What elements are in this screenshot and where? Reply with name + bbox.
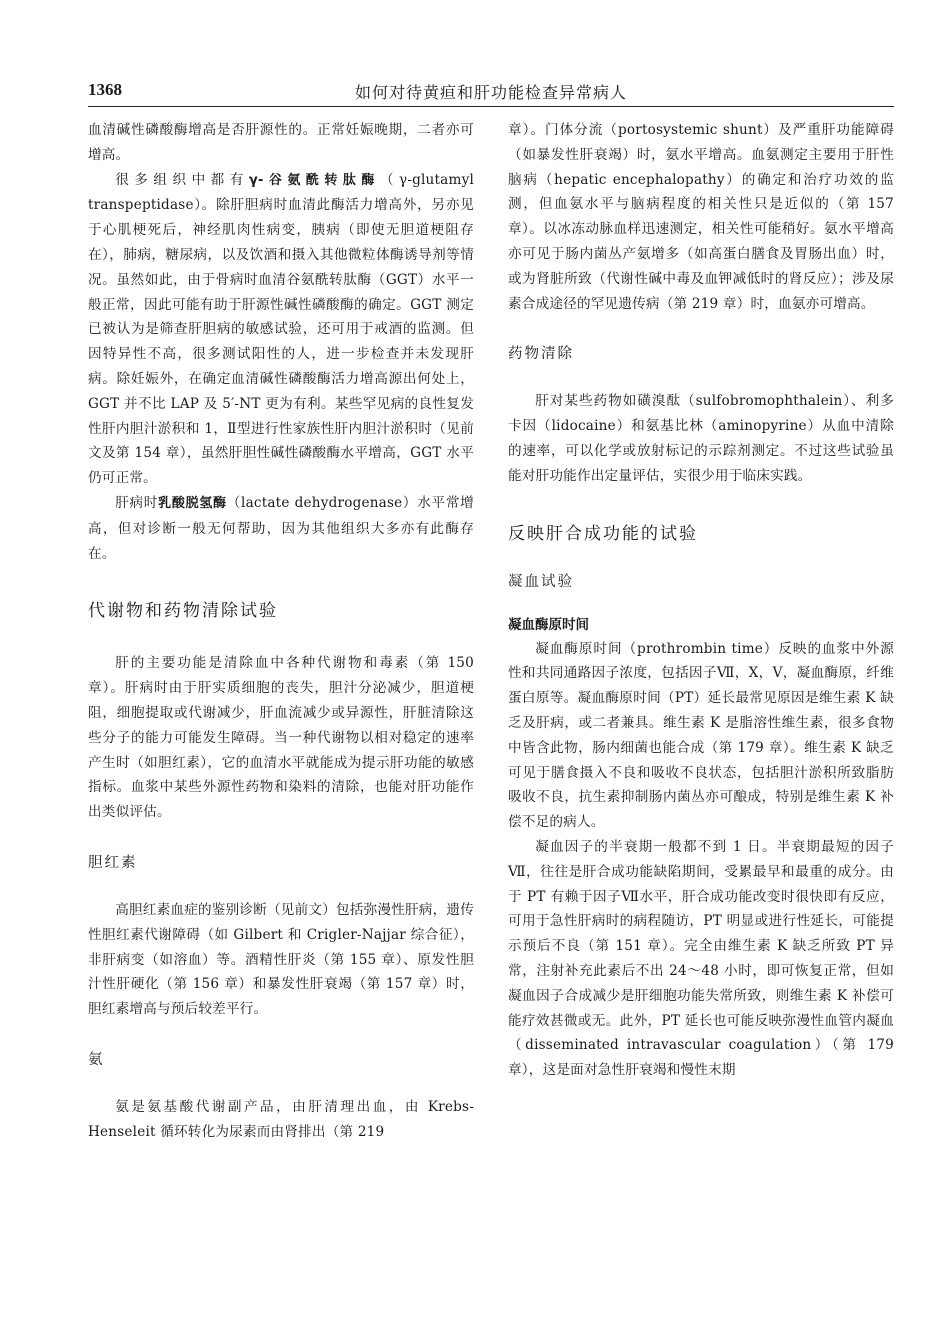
- paragraph: 肝病时乳酸脱氢酶（lactate dehydrogenase）水平常增高，但对诊断一般无何帮助，因为其他组织大多亦有此酶存在。: [88, 494, 474, 562]
- paragraph: 血清碱性磷酸酶增高是否肝源性的。正常妊娠晚期，二者亦可增高。: [88, 122, 474, 163]
- minor-heading: 凝血酶原时间: [508, 616, 589, 633]
- page-number: 1368: [88, 80, 122, 99]
- subsection-heading: 氨: [88, 1051, 105, 1068]
- left-column: [88, 118, 474, 1145]
- section-heading: 代谢物和药物清除试验: [88, 601, 278, 622]
- paragraph: 高胆红素血症的鉴别诊断（见前文）包括弥漫性肝病，遗传性胆红素代谢障碍（如 Gilbert 和 Crigler-Najjar 综合征），非肝病变（如溶血）等。酒精性肝炎（第 155 章）、原发性胆汁性肝硬化（第 156 章）和暴发性肝衰竭（第 157 章）时，胆红素增高与预后较差平行。: [88, 901, 474, 1018]
- paragraph: 氨是氨基酸代谢副产品，由肝清理出血，由 Krebs-Henseleit 循环转化为尿素而由肾排出（第 219: [88, 1098, 474, 1140]
- keyword: γ-谷氨酰转肽酶: [248, 172, 380, 188]
- subsection-heading: 药物清除: [508, 346, 574, 363]
- paragraph: 肝的主要功能是清除血中各种代谢物和毒素（第 150 章）。肝病时由于肝实质细胞的丧失，胆汁分泌减少，胆道梗阻，细胞提取或代谢减少，肝血流减少或异源性，肝脏清除这些分子的能力可能发生障碍。当一种代谢物以相对稳定的速率产生时（如胆红素），它的血清水平就能成为提示肝功能的敏感指标。血浆中某些外源性药物和染料的清除，也能对肝功能作出类似评估。: [88, 655, 474, 821]
- running-title: 如何对待黄疸和肝功能检查异常病人: [354, 83, 627, 102]
- section-heading: 反映肝合成功能的试验: [508, 523, 698, 544]
- paragraph: 凝血因子的半衰期一般都不到 1 日。半衰期最短的因子Ⅶ，往往是肝合成功能缺陷期间，受累最早和最重的成分。由于 PT 有赖于因子Ⅶ水平，肝合成功能改变时很快即有反应，可用于急性肝病时的病程随访，PT 明显或进行性延长，可能提示预后不良（第 151 章）。完全由维生素 K 缺乏所致 PT 异常，注射补充此素后不出 24～48 小时，即可恢复正常，但如凝血因子合成减少是肝细胞功能失常所致，则维生素 K 补偿可能疗效甚微或无。此外，PT 延长也可能反映弥漫性血管内凝血（disseminated intravascular coagulation）（第 179 章），这是面对急性肝衰竭和慢性末期: [508, 838, 894, 1079]
- paragraph: 很多组织中都有γ-谷氨酰转肽酶（γ-glutamyl transpeptidase）。除肝胆病时血清此酶活力增高外，另亦见于心肌梗死后，神经肌肉性病变，胰病（即使无胆道梗阻存在），肺病，糖尿病，以及饮酒和摄入其他微粒体酶诱导剂等情况。虽然如此，由于骨病时血清谷氨酰转肽酶（GGT）水平一般正常，因此可能有助于肝源性碱性磷酸酶的确定。GGT 测定已被认为是筛查肝胆病的敏感试验，还可用于戒酒的监测。但因特异性不高，很多测试阳性的人，进一步检查并未发现肝病。除妊娠外，在确定血清碱性磷酸酶活力增高源出何处上，GGT 并不比 LAP 及 5′-NT 更为有利。某些罕见病的良性复发性肝内胆汁淤积和 1，Ⅱ型进行性家族性肝内胆汁淤积时（见前文及第 154 章），虽然肝胆性碱性磷酸酶水平增高，GGT 水平仍可正常。: [88, 171, 474, 487]
- right-column: [508, 118, 894, 1083]
- paragraph: 章）。门体分流（portosystemic shunt）及严重肝功能障碍（如暴发性肝衰竭）时，氨水平增高。血氨测定主要用于肝性脑病（hepatic encephalopathy）的确定和治疗功效的监测，但血氨水平与脑病程度的相关性只是近似的（第 157 章）。以冰冻动脉血样迅速测定，相关性可能稍好。氨水平增高亦可见于肠内菌丛产氨增多（如高蛋白膳食及胃肠出血）时，或为肾脏所致（代谢性碱中毒及血钾减低时的肾反应）；涉及尿素合成途径的罕见遗传病（第 219 章）时，血氨亦可增高。: [508, 122, 894, 312]
- subsection-heading: 凝血试验: [508, 573, 574, 590]
- subsection-heading: 胆红素: [88, 854, 138, 871]
- running-header: [88, 76, 894, 107]
- paragraph: 肝对某些药物如磺溴酞（sulfobromophthalein）、利多卡因（lidocaine）和氨基比林（aminopyrine）从血中清除的速率，可以化学或放射标记的示踪剂测定。不过这些试验虽能对肝功能作出定量评估，实很少用于临床实践。: [508, 393, 894, 484]
- keyword: 乳酸脱氢酶: [158, 495, 227, 511]
- paragraph: 凝血酶原时间（prothrombin time）反映的血浆中外源性和共同通路因子浓度，包括因子Ⅶ，Ⅹ，Ⅴ，凝血酶原，纤维蛋白原等。凝血酶原时间（PT）延长最常见原因是维生素 K 缺乏及肝病，或二者兼具。维生素 K 是脂溶性维生素，很多食物中皆含此物，肠内细菌也能合成（第 179 章）。维生素 K 缺乏可见于膳食摄入不良和吸收不良状态，包括胆汁淤积所致脂肪吸收不良，抗生素抑制肠内菌丛亦可酿成，特别是维生素 K 补偿不足的病人。: [508, 640, 894, 831]
